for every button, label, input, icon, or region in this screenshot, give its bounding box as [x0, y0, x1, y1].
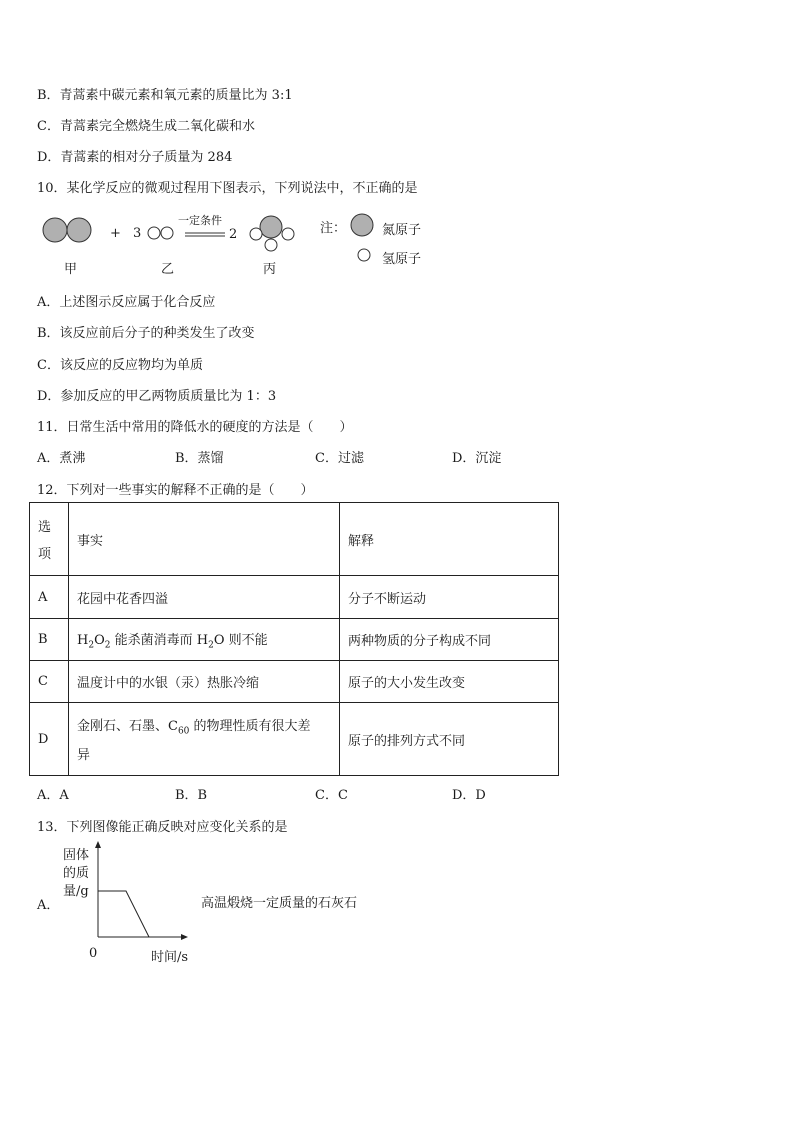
q12-option-a: A．A	[37, 788, 69, 803]
q11-option-b: B．蒸馏	[175, 451, 224, 466]
mass-time-plot	[92, 840, 192, 944]
row-option: D	[30, 703, 69, 776]
row-explanation: 原子的大小发生改变	[340, 661, 559, 703]
mass-curve	[98, 891, 149, 937]
q11-option-c: C．过滤	[315, 451, 364, 466]
reaction-molecules	[37, 206, 457, 284]
coefficient-c: 2	[229, 227, 238, 242]
nitrogen-atom	[260, 216, 282, 238]
table-row	[30, 619, 559, 661]
q13-stem: 13．下列图像能正确反映对应变化关系的是	[37, 820, 288, 835]
legend-hydrogen-icon	[358, 249, 370, 261]
table-header-row	[30, 503, 559, 576]
q12-option-c: C．C	[315, 788, 348, 803]
note-prefix: 注：	[320, 221, 347, 236]
hydrogen-atom	[265, 239, 277, 251]
q13-option-a-caption: 高温煅烧一定质量的石灰石	[201, 896, 358, 911]
hydrogen-atom	[161, 227, 173, 239]
y-axis-label-3: 量/g	[63, 884, 89, 899]
q10-option-c: C．该反应的反应物均为单质	[37, 358, 203, 373]
row-option: A	[30, 576, 69, 619]
row-explanation: 原子的排列方式不同	[340, 703, 559, 776]
y-axis-arrow-icon	[95, 841, 101, 848]
x-axis-arrow-icon	[181, 934, 188, 940]
reaction-condition: 一定条件	[178, 214, 222, 227]
x-axis-label: 时间/s	[151, 950, 189, 965]
row-fact: 花园中花香四溢	[69, 576, 340, 619]
legend-nitrogen-label: 氮原子	[382, 223, 422, 238]
q9-option-d: D．青蒿素的相对分子质量为 284	[37, 150, 233, 165]
coefficient-b: 3	[133, 226, 142, 241]
reaction-diagram	[37, 206, 457, 284]
row-fact: 温度计中的水银（汞）热胀冷缩	[69, 661, 340, 703]
q11-stem: 11．日常生活中常用的降低水的硬度的方法是（ ）	[37, 420, 353, 435]
label-yi: 乙	[161, 262, 175, 277]
table-row	[30, 576, 559, 619]
q12-option-b: B．B	[175, 788, 208, 803]
q11-option-a: A．煮沸	[37, 451, 86, 466]
table-row	[30, 703, 559, 776]
plus-sign: +	[110, 226, 121, 241]
row-fact: 金刚石、石墨、$C_{60}$ 的物理性质有很大差 异	[69, 703, 340, 776]
q10-option-d: D．参加反应的甲乙两物质质量比为 1：3	[37, 389, 277, 404]
row-option: B	[30, 619, 69, 661]
q12-stem: 12．下列对一些事实的解释不正确的是（ ）	[37, 483, 314, 498]
q13-option-a-letter: A．	[37, 898, 60, 913]
q10-option-b: B．该反应前后分子的种类发生了改变	[37, 326, 255, 341]
row-option: C	[30, 661, 69, 703]
hydrogen-atom	[282, 228, 294, 240]
q9-option-c: C．青蒿素完全燃烧生成二氧化碳和水	[37, 119, 255, 134]
nitrogen-atom	[67, 218, 91, 242]
q12-option-d: D．D	[452, 788, 486, 803]
y-axis-label-1: 固体	[63, 848, 90, 863]
label-bing: 丙	[263, 262, 277, 277]
legend-hydrogen-label: 氢原子	[382, 252, 422, 267]
row-explanation: 分子不断运动	[340, 576, 559, 619]
q10-option-a: A．上述图示反应属于化合反应	[37, 295, 216, 310]
y-axis-label-2: 的质	[63, 866, 90, 881]
q10-stem: 10．某化学反应的微观过程用下图表示，下列说法中，不正确的是	[37, 181, 418, 196]
q11-option-d: D．沉淀	[452, 451, 502, 466]
facts-table	[29, 502, 559, 776]
header-fact: 事实	[69, 503, 340, 576]
q13-option-a-graph	[37, 840, 397, 968]
header-explanation: 解释	[340, 503, 559, 576]
q9-option-b: B．青蒿素中碳元素和氧元素的质量比为 3:1	[37, 88, 293, 103]
row-explanation: 两种物质的分子构成不同	[340, 619, 559, 661]
nitrogen-atom	[43, 218, 67, 242]
legend-nitrogen-icon	[351, 214, 373, 236]
row-fact: $H_2O_2$ 能杀菌消毒而 $H_2O$ 则不能	[69, 619, 340, 661]
hydrogen-atom	[148, 227, 160, 239]
label-jia: 甲	[64, 262, 78, 277]
origin-label: 0	[89, 946, 98, 961]
header-option: 选 项	[30, 503, 69, 576]
hydrogen-atom	[250, 228, 262, 240]
table-row	[30, 661, 559, 703]
